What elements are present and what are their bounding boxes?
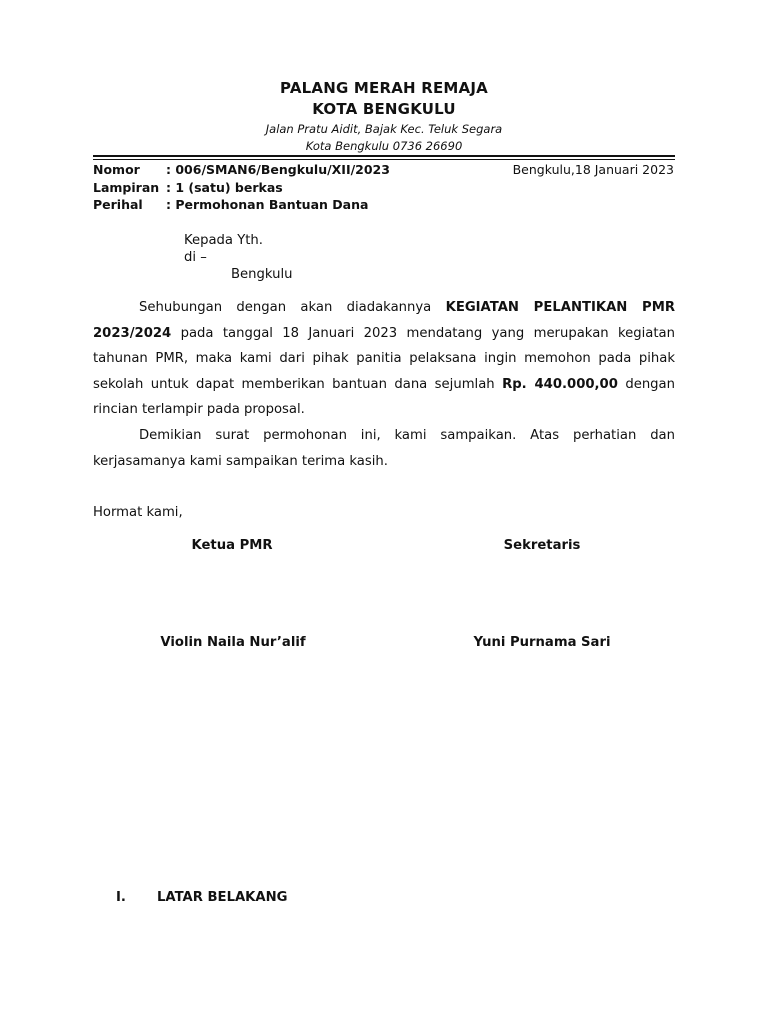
- p1-middle: pada tanggal 18 Januari 2023 mendatang yang merupakan kegiatan tahunan PMR, maka kami dari pihak panitia pelaksana ingin memohon pada pihak sekolah untuk dapat memberikan bantuan dana sejumlah: [93, 325, 675, 392]
- p1-event: KEGIATAN PELANTIKAN PMR 2023/2024: [93, 300, 675, 341]
- perihal-label: Perihal: [93, 197, 143, 212]
- p2-text: Demikian surat permohonan ini, kami sampaikan. Atas perhatian dan kerjasamanya kami sampaikan terima kasih.: [93, 428, 675, 469]
- addressee-line2: di –: [184, 250, 207, 265]
- nomor-label: Nomor: [93, 162, 140, 177]
- addressee-line1: Kepada Yth.: [184, 233, 263, 248]
- perihal-value: : Permohonan Bantuan Dana: [166, 197, 369, 212]
- p1-intro: Sehubungan dengan akan diadakannya: [139, 300, 446, 315]
- header-rule-thick: [93, 155, 675, 157]
- header-rule-thin: [93, 159, 675, 160]
- section-title: LATAR BELAKANG: [157, 890, 288, 905]
- org-contact: Kota Bengkulu 0736 26690: [305, 139, 463, 153]
- org-city: KOTA BENGKULU: [312, 100, 456, 118]
- addressee-line3: Bengkulu: [231, 267, 293, 282]
- lampiran-value: : 1 (satu) berkas: [166, 180, 283, 195]
- org-address: Jalan Pratu Aidit, Bajak Kec. Teluk Segara: [265, 122, 503, 136]
- body-paragraph-2: [93, 423, 675, 474]
- signature-left-title: Ketua PMR: [191, 538, 273, 553]
- p1-end: dengan rincian terlampir pada proposal.: [93, 376, 675, 417]
- nomor-value: : 006/SMAN6/Bengkulu/XII/2023: [166, 162, 390, 177]
- p1-amount: Rp. 440.000,00: [502, 376, 618, 392]
- letter-date: Bengkulu,18 Januari 2023: [512, 162, 674, 177]
- section-number: I.: [116, 890, 126, 905]
- body-paragraph-1: [93, 295, 675, 423]
- closing: Hormat kami,: [93, 505, 183, 520]
- lampiran-label: Lampiran: [93, 180, 160, 195]
- signature-right-title: Sekretaris: [503, 538, 581, 553]
- org-name: PALANG MERAH REMAJA: [280, 79, 488, 97]
- signature-left-name: Violin Naila Nur’alif: [160, 635, 306, 650]
- signature-right-name: Yuni Purnama Sari: [473, 635, 611, 650]
